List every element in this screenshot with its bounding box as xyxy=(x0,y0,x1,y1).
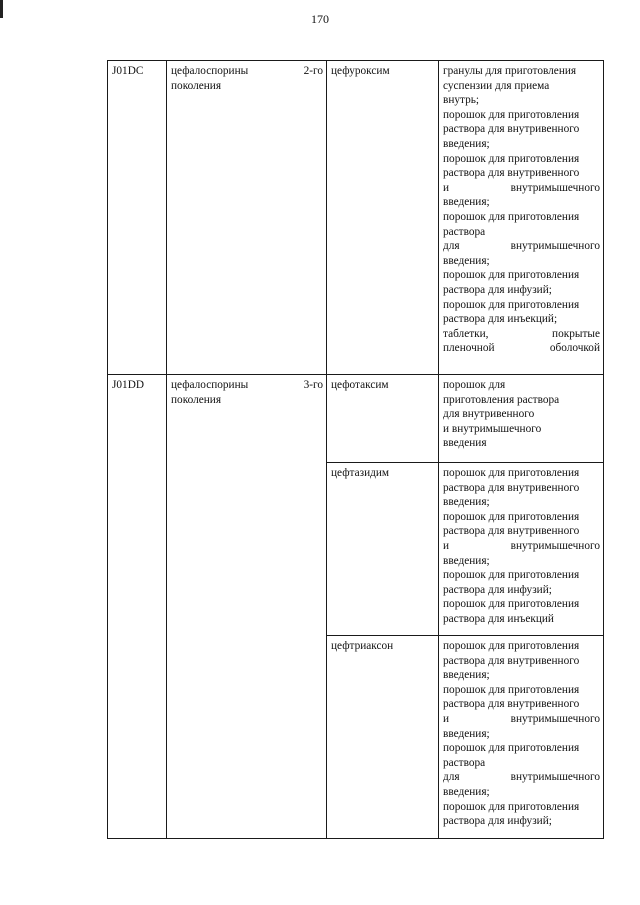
table-row xyxy=(108,375,604,463)
dosage-form-line: для внутримышечного xyxy=(443,240,600,253)
dosage-form-line: раствора xyxy=(443,225,486,238)
dosage-form-line: введения xyxy=(443,437,487,450)
dosage-form-line: введения; xyxy=(443,137,490,150)
dosage-form-line: раствора для инфузий; xyxy=(443,815,552,828)
dosage-form-line: введения; xyxy=(443,196,490,209)
dosage-form-line: введения; xyxy=(443,496,490,509)
dosage-form-line: суспензии для приема xyxy=(443,79,550,92)
dosage-form-line: и внутримышечного xyxy=(443,712,600,725)
dosage-form-line: для внутривенного xyxy=(443,408,535,421)
dosage-form-line: раствора для инъекций xyxy=(443,612,554,625)
drug-name: цефтазидим xyxy=(331,467,390,479)
dosage-form-line: пленочной оболочкой xyxy=(443,342,600,355)
dosage-form-line: приготовления раствора xyxy=(443,393,560,406)
dosage-form-line: порошок для приготовления xyxy=(443,510,580,523)
dosage-form-line: порошок для приготовления xyxy=(443,269,580,282)
dosage-form-line: порошок для приготовления xyxy=(443,640,580,652)
dosage-form-line: введения; xyxy=(443,554,490,567)
dosage-form-line: для внутримышечного xyxy=(443,771,600,784)
atc-code: J01DC xyxy=(112,65,144,77)
dosage-form-line: порошок для приготовления xyxy=(443,108,580,121)
dosage-form-line: порошок для приготовления xyxy=(443,800,580,813)
dosage-form-line: порошок для xyxy=(443,379,506,391)
table-row xyxy=(108,61,604,375)
dosage-forms-cell xyxy=(439,636,604,839)
drug-name-cell xyxy=(327,463,439,636)
group-cell xyxy=(167,375,327,839)
dosage-forms-cell xyxy=(439,61,604,375)
dosage-form-line: порошок для приготовления xyxy=(443,742,580,755)
dosage-form-line: раствора для внутривенного xyxy=(443,525,580,538)
dosage-form-line: порошок для приготовления xyxy=(443,210,580,223)
dosage-form-line: порошок для приготовления xyxy=(443,298,580,311)
drug-table xyxy=(107,60,604,839)
dosage-form-line: и внутримышечного xyxy=(443,181,600,194)
dosage-form-line: раствора для внутривенного xyxy=(443,123,580,136)
dosage-form-line: раствора для внутривенного xyxy=(443,167,580,180)
group-name-line xyxy=(171,64,323,79)
dosage-form-line: раствора для внутривенного xyxy=(443,698,580,711)
dosage-form-line: внутрь; xyxy=(443,94,480,107)
dosage-form-line: введения; xyxy=(443,254,490,267)
drug-name-cell xyxy=(327,61,439,375)
drug-name: цефтриаксон xyxy=(331,640,394,652)
atc-code-cell xyxy=(108,375,167,839)
dosage-form-line: гранулы для приготовления xyxy=(443,65,577,77)
group-name-tail: поколения xyxy=(171,393,222,406)
dosage-form-line: порошок для приготовления xyxy=(443,152,580,165)
dosage-form-line: порошок для приготовления xyxy=(443,598,580,611)
group-name: цефалоспорины xyxy=(171,379,249,391)
group-name: цефалоспорины xyxy=(171,65,249,77)
dosage-form-line: таблетки, покрытые xyxy=(443,327,600,340)
dosage-form-line: раствора для инфузий; xyxy=(443,283,552,296)
drug-name-cell xyxy=(327,636,439,839)
dosage-form-line: порошок для приготовления xyxy=(443,683,580,696)
group-name-tail: поколения xyxy=(171,79,222,92)
dosage-form-line: порошок для приготовления xyxy=(443,467,580,479)
page-number: 170 xyxy=(311,12,329,26)
dosage-form-line: раствора для внутривенного xyxy=(443,481,580,494)
group-generation: 2-го xyxy=(303,65,323,77)
dosage-form-line: и внутримышечного xyxy=(443,422,542,435)
drug-name-cell xyxy=(327,375,439,463)
dosage-form-line: введения; xyxy=(443,785,490,798)
dosage-forms-cell xyxy=(439,463,604,636)
group-generation: 3-го xyxy=(303,379,323,391)
dosage-forms-cell xyxy=(439,375,604,463)
drug-name: цефуроксим xyxy=(331,65,390,77)
dosage-form-line: раствора для инфузий; xyxy=(443,583,552,596)
drug-name: цефотаксим xyxy=(331,379,389,391)
dosage-form-line: раствора для инъекций; xyxy=(443,313,558,326)
group-cell xyxy=(167,61,327,375)
dosage-form-line: введения; xyxy=(443,727,490,740)
dosage-form-line: и внутримышечного xyxy=(443,539,600,552)
dosage-form-line: порошок для приготовления xyxy=(443,569,580,582)
atc-code: J01DD xyxy=(112,379,145,391)
dosage-form-line: раствора для внутривенного xyxy=(443,654,580,667)
group-name-line xyxy=(171,378,323,393)
dosage-form-line: раствора xyxy=(443,756,486,769)
atc-code-cell xyxy=(108,61,167,375)
dosage-form-line: введения; xyxy=(443,669,490,682)
